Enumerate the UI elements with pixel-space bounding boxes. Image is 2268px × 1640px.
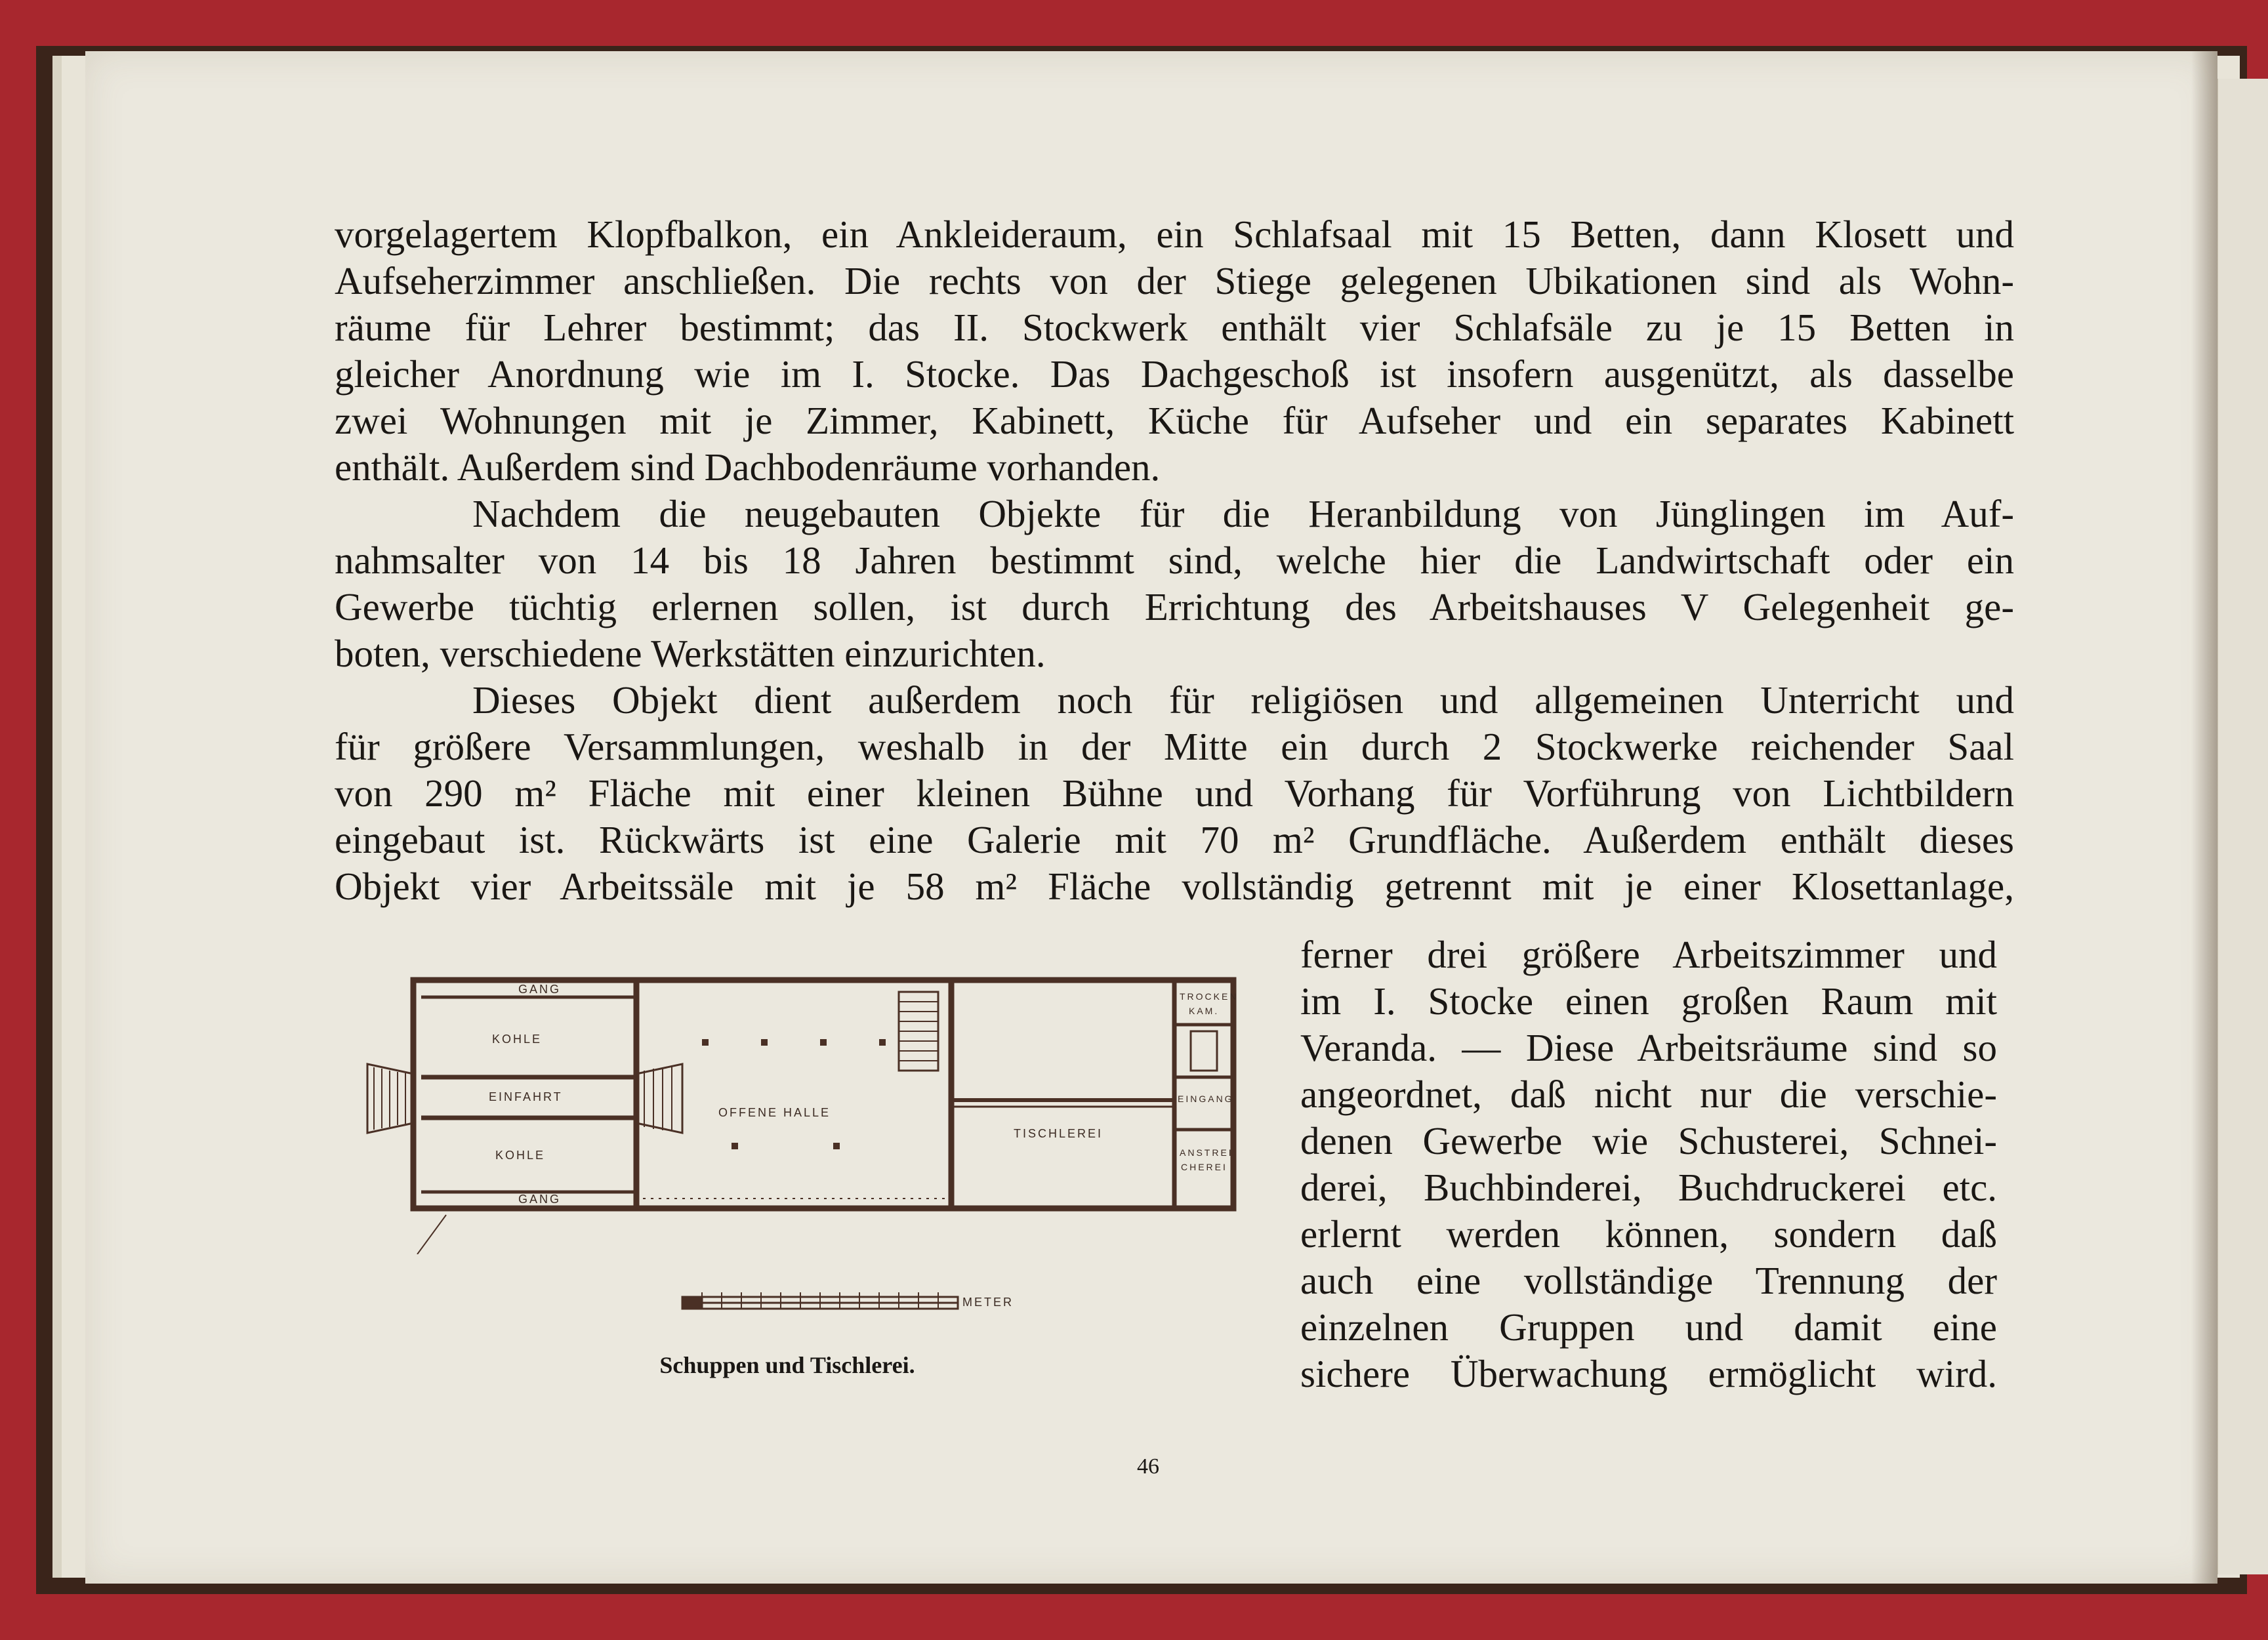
floor-plan-drawing <box>361 966 1243 1254</box>
text-line: enthält. Außerdem sind Dachbodenräume vorhanden. <box>335 445 1161 489</box>
page-gutter <box>2191 51 2217 1584</box>
plan-label-tischlerei: TISCHLEREI <box>1014 1127 1103 1140</box>
text-line: vorgelagertem Klopfbalkon, ein Ankleideraum, ein Schlafsaal mit 15 Betten, dann Klosett und <box>335 213 2014 256</box>
text-line: auch eine vollständige Trennung der <box>1300 1259 1997 1302</box>
text-line: erlernt werden können, sondern daß <box>1300 1212 1997 1256</box>
text-line: von 290 m² Fläche mit einer kleinen Bühne und Vorhang für Vorführung von Lichtbildern <box>335 771 2014 815</box>
side-paragraph <box>1300 932 1997 1397</box>
text-line: einzelnen Gruppen und damit eine <box>1300 1305 1997 1349</box>
text-line: derei, Buchbinderei, Buchdruckerei etc. <box>1300 1166 1997 1209</box>
figure-caption: Schuppen und Tischlerei. <box>659 1352 915 1378</box>
text-line: gleicher Anordnung wie im I. Stocke. Das Dachgeschoß ist insofern ausgenützt, als dasselbe <box>335 352 2014 396</box>
text-line: zwei Wohnungen mit je Zimmer, Kabinett, Küche für Aufseher und ein separates Kabinett <box>335 399 2014 442</box>
text-line: denen Gewerbe wie Schusterei, Schnei- <box>1300 1119 1997 1162</box>
text-line: ferner drei größere Arbeitszimmer und <box>1300 933 1997 976</box>
plan-label-eingang: EINGANG <box>1178 1094 1234 1104</box>
plan-label-gang-bottom: GANG <box>518 1193 562 1206</box>
text-line: räume für Lehrer bestimmt; das II. Stockwerk enthält vier Schlafsäle zu je 15 Betten in <box>335 306 2014 349</box>
text-line: eingebaut ist. Rückwärts ist eine Galerie mit 70 m² Grundfläche. Außerdem enthält dieses <box>335 818 2014 861</box>
text-line: Objekt vier Arbeitssäle mit je 58 m² Fläche vollständig getrennt mit je einer Klosettanlage, <box>335 865 2014 908</box>
plan-label-gang-top: GANG <box>518 983 562 996</box>
text-line: angeordnet, daß nicht nur die verschie- <box>1300 1073 1997 1116</box>
scale-bar <box>679 1282 1033 1319</box>
text-line: Veranda. — Diese Arbeitsräume sind so <box>1300 1026 1997 1069</box>
plan-label-kohle-2: KOHLE <box>495 1149 546 1162</box>
text-line: Gewerbe tüchtig erlernen sollen, ist durch Errichtung des Arbeitshauses V Gelegenheit ge- <box>335 585 2014 628</box>
plan-label-offene-halle: OFFENE HALLE <box>718 1106 831 1119</box>
page-number: 46 <box>1137 1454 1159 1479</box>
text-line: sichere Überwachung ermöglicht wird. <box>1300 1352 1997 1395</box>
text-line: für größere Versammlungen, weshalb in der Mitte ein durch 2 Stockwerke reichender Saal <box>335 725 2014 768</box>
text-line: Dieses Objekt dient außerdem noch für religiösen und allgemeinen Unterricht und <box>472 678 2014 722</box>
scale-unit: METER <box>962 1296 1014 1309</box>
text-line: im I. Stocke einen großen Raum mit <box>1300 979 1997 1023</box>
floor-plan <box>361 966 1243 1254</box>
plan-label-kohle-1: KOHLE <box>492 1033 543 1046</box>
text-line: Nachdem die neugebauten Objekte für die Heranbildung von Jünglingen im Auf- <box>472 492 2014 535</box>
text-line: nahmsalter von 14 bis 18 Jahren bestimmt sind, welche hier die Landwirtschaft oder ein <box>335 539 2014 582</box>
plan-label-einfahrt: EINFAHRT <box>489 1090 563 1103</box>
plan-label-trocken: TROCKEN <box>1180 991 1239 1002</box>
right-page-edge <box>2214 79 2268 1574</box>
main-paragraphs <box>335 211 2014 910</box>
text-line: Aufseherzimmer anschließen. Die rechts von der Stiege gelegenen Ubikationen sind als Wohn- <box>335 259 2014 302</box>
plan-label-cherei: CHEREI <box>1181 1162 1227 1172</box>
plan-label-kam: KAM. <box>1189 1006 1220 1016</box>
text-line: boten, verschiedene Werkstätten einzurichten. <box>335 632 1046 675</box>
plan-label-anstrei: ANSTREI <box>1180 1147 1233 1158</box>
